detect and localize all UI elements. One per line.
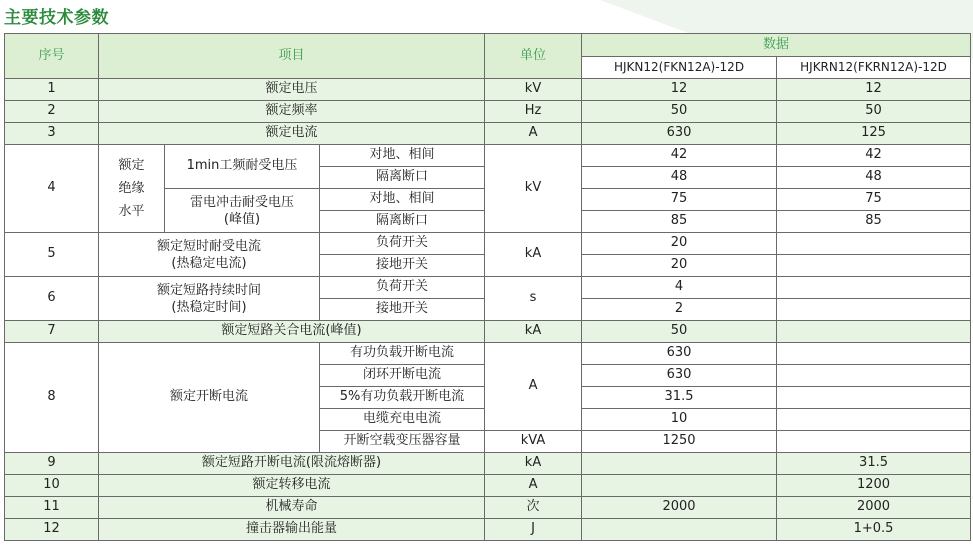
- row-value-a: 10: [582, 409, 777, 431]
- row-item: 额定电流: [99, 123, 485, 145]
- header-data: 数据: [582, 34, 971, 57]
- power-frequency-label: 1min工频耐受电压: [165, 145, 320, 189]
- row-value-b: [777, 299, 971, 321]
- row-unit: kV: [485, 79, 582, 101]
- row-sub-item: 5%有功负载开断电流: [320, 387, 485, 409]
- row-value-b: 50: [777, 101, 971, 123]
- row-no: 10: [5, 475, 99, 497]
- row-no: 4: [5, 145, 99, 233]
- row-item-line: (热稳定时间): [171, 299, 247, 315]
- row-item: 撞击器输出能量: [99, 519, 485, 541]
- row-value-b: 1+0.5: [777, 519, 971, 541]
- row-value-a: 4: [582, 277, 777, 299]
- row-value-a: 20: [582, 255, 777, 277]
- lightning-label-line: 雷电冲击耐受电压: [189, 194, 294, 210]
- row-unit: kVA: [485, 431, 582, 453]
- row-value-b: 31.5: [777, 453, 971, 475]
- row-value-b: 125: [777, 123, 971, 145]
- table-row: [5, 145, 971, 167]
- row-no: 7: [5, 321, 99, 343]
- row-sub-item: 开断空载变压器容量: [320, 431, 485, 453]
- row-no: 12: [5, 519, 99, 541]
- row-value-b: [777, 409, 971, 431]
- table-row: [5, 123, 971, 145]
- row-item-line: 额定短时耐受电流: [156, 238, 261, 254]
- row-value-a: 1250: [582, 431, 777, 453]
- row-unit: A: [485, 123, 582, 145]
- row-item: 机械寿命: [99, 497, 485, 519]
- row-no: 1: [5, 79, 99, 101]
- row-item: 额定短路关合电流(峰值): [99, 321, 485, 343]
- row-unit: s: [485, 277, 582, 321]
- row-item: 额定转移电流: [99, 475, 485, 497]
- row-unit: A: [485, 475, 582, 497]
- row-sub-item: 闭环开断电流: [320, 365, 485, 387]
- row-value-a: 75: [582, 189, 777, 211]
- row-value-a: 630: [582, 343, 777, 365]
- row-item: [99, 277, 320, 321]
- row-item: [99, 233, 320, 277]
- row-unit: J: [485, 519, 582, 541]
- row-value-a: 2000: [582, 497, 777, 519]
- row-value-b: 1200: [777, 475, 971, 497]
- row-value-a: 12: [582, 79, 777, 101]
- table-row: [5, 519, 971, 541]
- row-item: 额定电压: [99, 79, 485, 101]
- row-value-a: [582, 475, 777, 497]
- row-item: 额定短路开断电流(限流熔断器): [99, 453, 485, 475]
- row-group-label: [99, 145, 165, 233]
- row-sub-item: 隔离断口: [320, 167, 485, 189]
- row-value-b: [777, 277, 971, 299]
- row-unit: A: [485, 343, 582, 431]
- header-item: 项目: [99, 34, 485, 79]
- row-value-b: 85: [777, 211, 971, 233]
- group-label-line: 绝缘: [118, 181, 145, 196]
- row-item: 额定开断电流: [99, 343, 320, 453]
- row-no: 9: [5, 453, 99, 475]
- header-model-b: HJKRN12(FKRN12A)-12D: [777, 57, 971, 79]
- table-row: [5, 277, 971, 299]
- header-no: 序号: [5, 34, 99, 79]
- row-value-a: 20: [582, 233, 777, 255]
- row-sub-item: 负荷开关: [320, 233, 485, 255]
- row-item: 额定频率: [99, 101, 485, 123]
- header-model-a: HJKN12(FKN12A)-12D: [582, 57, 777, 79]
- row-value-a: 50: [582, 321, 777, 343]
- row-value-a: 48: [582, 167, 777, 189]
- table-row: [5, 79, 971, 101]
- group-label-line: 额定: [118, 158, 145, 173]
- row-value-a: [582, 453, 777, 475]
- row-sub-item: 接地开关: [320, 255, 485, 277]
- table-row: [5, 101, 971, 123]
- row-unit: Hz: [485, 101, 582, 123]
- row-value-b: [777, 365, 971, 387]
- row-value-a: 2: [582, 299, 777, 321]
- header-unit: 单位: [485, 34, 582, 79]
- row-unit: kA: [485, 321, 582, 343]
- row-item-line: (热稳定电流): [171, 255, 247, 271]
- row-value-b: [777, 255, 971, 277]
- table-row: [5, 453, 971, 475]
- row-value-a: 85: [582, 211, 777, 233]
- row-unit: kA: [485, 453, 582, 475]
- row-sub-item: 负荷开关: [320, 277, 485, 299]
- group-label-line: 水平: [118, 204, 145, 219]
- row-unit: kA: [485, 233, 582, 277]
- row-no: 3: [5, 123, 99, 145]
- row-unit: kV: [485, 145, 582, 233]
- parameters-table: [4, 33, 971, 541]
- row-value-b: [777, 431, 971, 453]
- row-no: 2: [5, 101, 99, 123]
- row-value-b: 2000: [777, 497, 971, 519]
- row-value-b: 75: [777, 189, 971, 211]
- lightning-impulse-label: [165, 189, 320, 233]
- row-value-b: [777, 387, 971, 409]
- table-row: [5, 321, 971, 343]
- row-value-a: 31.5: [582, 387, 777, 409]
- row-value-b: 12: [777, 79, 971, 101]
- row-value-a: 50: [582, 101, 777, 123]
- row-sub-item: 电缆充电电流: [320, 409, 485, 431]
- table-row: [5, 475, 971, 497]
- row-unit: 次: [485, 497, 582, 519]
- table-row: [5, 343, 971, 365]
- table-row: [5, 497, 971, 519]
- page-title: 主要技术参数: [4, 8, 109, 28]
- lightning-label-line: (峰值): [223, 211, 261, 227]
- row-sub-item: 隔离断口: [320, 211, 485, 233]
- row-value-a: 630: [582, 123, 777, 145]
- row-sub-item: 有功负载开断电流: [320, 343, 485, 365]
- row-item-line: 额定短路持续时间: [156, 282, 261, 298]
- row-sub-item: 对地、相间: [320, 189, 485, 211]
- row-sub-item: 接地开关: [320, 299, 485, 321]
- row-value-b: 42: [777, 145, 971, 167]
- row-no: 8: [5, 343, 99, 453]
- row-value-a: 42: [582, 145, 777, 167]
- row-sub-item: 对地、相间: [320, 145, 485, 167]
- row-value-a: 630: [582, 365, 777, 387]
- row-no: 5: [5, 233, 99, 277]
- row-value-a: [582, 519, 777, 541]
- row-no: 6: [5, 277, 99, 321]
- row-no: 11: [5, 497, 99, 519]
- row-value-b: [777, 343, 971, 365]
- row-value-b: 48: [777, 167, 971, 189]
- table-row: [5, 233, 971, 255]
- row-value-b: [777, 233, 971, 255]
- row-value-b: [777, 321, 971, 343]
